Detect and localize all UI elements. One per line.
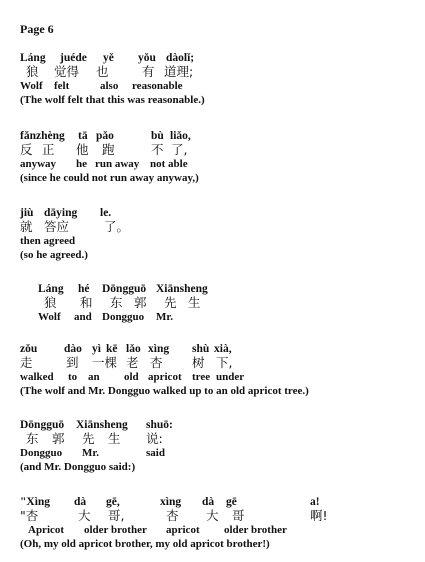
pinyin-word: shù (192, 343, 210, 355)
pinyin-word: liǎo, (170, 130, 191, 142)
hanzi-word: 东 (26, 431, 39, 446)
english-word: an (88, 371, 100, 383)
pinyin-word: zǒu (20, 343, 38, 355)
translation: (Oh, my old apricot brother, my old apricot brother!) (20, 538, 270, 550)
pinyin-word: dà (74, 496, 87, 508)
english-word: Wolf (20, 80, 43, 92)
pinyin-word: hé (78, 283, 90, 295)
hanzi-word: 生 (108, 431, 121, 446)
pinyin-word: bù (151, 130, 164, 142)
hanzi-word: 走 (20, 355, 33, 370)
pinyin-word: a! (310, 496, 320, 508)
hanzi-word: 先 (164, 295, 177, 310)
page-label: Page 6 (20, 22, 54, 36)
hanzi-word: 杏 (150, 355, 163, 370)
pinyin-word: Dōngguō (102, 283, 147, 295)
hanzi-word: "杏 (20, 508, 39, 523)
pinyin-word: le. (100, 207, 112, 219)
pinyin-word: Dōngguō (20, 419, 65, 431)
pinyin-word: Xiānsheng (156, 283, 208, 295)
english-word: Wolf (38, 311, 61, 323)
hanzi-word: 了。 (104, 219, 130, 234)
english-word: older brother (224, 524, 287, 536)
english-word: Mr. (156, 311, 174, 323)
pinyin-word: xìng (160, 496, 182, 508)
pinyin-word: "Xìng (20, 496, 51, 508)
pinyin-word: fǎnzhèng (20, 130, 65, 142)
hanzi-word: 有 (142, 64, 155, 79)
hanzi-word: 哥, (108, 508, 125, 523)
english-word: to (68, 371, 78, 383)
english-word: reasonable (132, 80, 183, 92)
pinyin-word: xià, (214, 343, 232, 355)
hanzi-word: 觉得 (54, 64, 80, 79)
english-word: said (146, 447, 165, 459)
english-word: under (216, 371, 245, 383)
hanzi-word: 树 (192, 355, 205, 370)
hanzi-word: 先 (82, 431, 95, 446)
english-word: apricot (166, 524, 200, 536)
english-word: walked (20, 371, 54, 383)
hanzi-word: 不 (151, 142, 164, 157)
hanzi-word: 大 (206, 508, 219, 523)
hanzi-word: 狼 (44, 295, 57, 310)
english-word: also (100, 80, 119, 92)
english-word: and (74, 311, 92, 323)
translation: (so he agreed.) (20, 249, 88, 261)
hanzi-word: 郭 (52, 431, 65, 446)
hanzi-word: 他 (76, 142, 89, 157)
pinyin-word: gē, (106, 496, 120, 508)
pinyin-word: tā (78, 130, 88, 142)
hanzi-word: 杏 (166, 508, 179, 523)
english-word: Apricot (28, 524, 65, 536)
pinyin-word: jiù (20, 207, 34, 219)
english-word: not able (150, 158, 188, 170)
hanzi-word: 郭 (134, 295, 147, 310)
pinyin-word: xìng (148, 343, 170, 355)
pinyin-word: lǎo (126, 343, 141, 355)
pinyin-word: Xiānsheng (76, 419, 128, 431)
english-word: run away (95, 158, 140, 170)
pinyin-word: Láng (20, 52, 46, 64)
hanzi-word: 也 (96, 64, 109, 79)
hanzi-word: 大 (78, 508, 91, 523)
hanzi-word: 答应 (44, 219, 70, 234)
pinyin-word: yǒu (138, 52, 156, 64)
pinyin-word: yě (103, 52, 114, 64)
pinyin-word: dàolǐ; (166, 52, 195, 64)
pinyin-word: dà (202, 496, 215, 508)
translation: (The wolf felt that this was reasonable.) (20, 94, 205, 106)
hanzi-word: 正 (42, 142, 55, 157)
english-word: Dongguo (20, 447, 63, 459)
hanzi-word: 生 (188, 295, 201, 310)
english-word: older brother (84, 524, 147, 536)
translation: (The wolf and Mr. Dongguo walked up to an old apricot tree.) (20, 385, 309, 397)
hanzi-word: 下, (216, 355, 233, 370)
english-word: apricot (148, 371, 182, 383)
pinyin-word: dào (64, 343, 82, 355)
english-word: Dongguo (102, 311, 145, 323)
english-word: anyway (20, 158, 57, 170)
pinyin-word: yì (92, 343, 101, 355)
pinyin-word: Láng (38, 283, 64, 295)
hanzi-word: 哥 (232, 508, 245, 523)
hanzi-word: 了, (171, 142, 188, 157)
hanzi-word: 一棵 (92, 355, 118, 370)
translation: (and Mr. Dongguo said:) (20, 461, 136, 473)
hanzi-word: 到 (66, 355, 79, 370)
hanzi-word: 老 (126, 355, 139, 370)
hanzi-word: 说: (146, 431, 163, 446)
pinyin-word: pǎo (96, 130, 114, 142)
hanzi-word: 跑 (102, 142, 115, 157)
hanzi-word: 就 (20, 219, 33, 234)
english-word: old (124, 371, 139, 383)
english-word: he (76, 158, 87, 170)
pinyin-word: shuō: (146, 419, 173, 431)
pinyin-word: gē (226, 496, 237, 508)
hanzi-word: 狼 (26, 64, 39, 79)
hanzi-word: 道理; (164, 64, 194, 79)
pinyin-word: juéde (60, 52, 87, 64)
translation: (since he could not run away anyway,) (20, 172, 199, 184)
hanzi-word: 反 (20, 142, 33, 157)
pinyin-word: dāying (44, 207, 78, 219)
pinyin-word: kē (106, 343, 118, 355)
english-word: Mr. (82, 447, 100, 459)
english-word: felt (54, 80, 70, 92)
hanzi-word: 东 (110, 295, 123, 310)
hanzi-word: 和 (80, 295, 93, 310)
hanzi-word: 啊! (310, 508, 328, 523)
english-word: tree (192, 371, 211, 383)
english-word: then agreed (20, 235, 76, 247)
